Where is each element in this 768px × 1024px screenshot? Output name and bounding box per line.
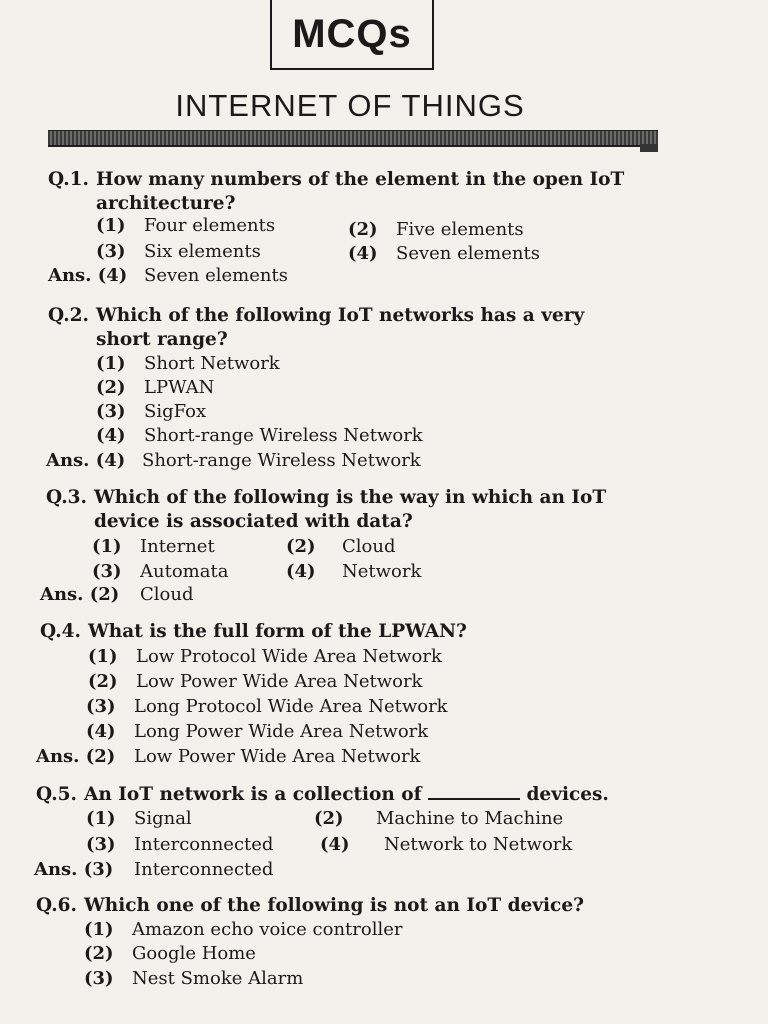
answer: Ans. (2) Low Power Wide Area Network [36, 746, 421, 767]
question-text: How many numbers of the element in the open IoT [96, 169, 625, 190]
option: (2) Google Home [84, 943, 256, 964]
fill-blank [428, 782, 520, 800]
option: (3) Nest Smoke Alarm [84, 968, 304, 989]
option: (3) Automata [92, 561, 229, 582]
question-text-cont: short range? [96, 329, 228, 350]
page-title: MCQs [292, 11, 412, 56]
option: (1) Amazon echo voice controller [84, 919, 403, 940]
option: (3) SigFox [96, 401, 207, 422]
option: (4) Network [286, 561, 422, 582]
question-5 [36, 782, 686, 807]
question-text-cont: device is associated with data? [94, 511, 413, 532]
option: (2) Machine to Machine [314, 808, 564, 829]
question-6 [36, 894, 686, 918]
option: (3) Long Protocol Wide Area Network [86, 696, 448, 717]
option: (1) Signal [86, 808, 192, 829]
question-1 [48, 168, 668, 216]
question-text: Which one of the following is not an IoT device? [84, 895, 584, 916]
answer: Ans. (4) Seven elements [48, 265, 288, 286]
option: (3) Six elements [96, 241, 261, 262]
question-text: Which of the following IoT networks has a very [96, 305, 585, 326]
question-3 [46, 486, 666, 534]
answer: Ans. (3) Interconnected [34, 859, 274, 880]
answer: Ans. (4) Short-range Wireless Network [46, 450, 421, 471]
question-number: Q.4. [40, 621, 81, 642]
question-number: Q.3. [46, 487, 87, 508]
title-divider-tail [640, 144, 658, 152]
option: (4) Seven elements [348, 243, 540, 264]
option: (2) LPWAN [96, 377, 215, 398]
question-text: What is the full form of the LPWAN? [88, 621, 467, 642]
question-text-cont: architecture? [96, 193, 236, 214]
title-box [270, 0, 434, 70]
option: (4) Network to Network [320, 834, 573, 855]
question-number: Q.5. [36, 784, 77, 805]
option: (2) Cloud [286, 536, 396, 557]
option: (1) Short Network [96, 353, 280, 374]
question-text: An IoT network is a collection of [84, 784, 422, 805]
question-text: Which of the following is the way in which an IoT [94, 487, 607, 508]
title-divider [48, 130, 658, 147]
option: (2) Low Power Wide Area Network [88, 671, 423, 692]
answer: Ans. (2) Cloud [40, 584, 194, 605]
question-4 [40, 620, 680, 644]
option: (4) Short-range Wireless Network [96, 425, 423, 446]
question-number: Q.2. [48, 305, 89, 326]
question-number: Q.1. [48, 169, 89, 190]
option: (2) Five elements [348, 219, 524, 240]
option: (4) Long Power Wide Area Network [86, 721, 429, 742]
option: (1) Internet [92, 536, 215, 557]
question-number: Q.6. [36, 895, 77, 916]
page-subtitle: INTERNET OF THINGS [175, 88, 525, 123]
option: (1) Low Protocol Wide Area Network [88, 646, 442, 667]
question-2 [48, 304, 668, 352]
option: (1) Four elements [96, 215, 276, 236]
question-text-end: devices. [526, 784, 609, 805]
option: (3) Interconnected [86, 834, 274, 855]
